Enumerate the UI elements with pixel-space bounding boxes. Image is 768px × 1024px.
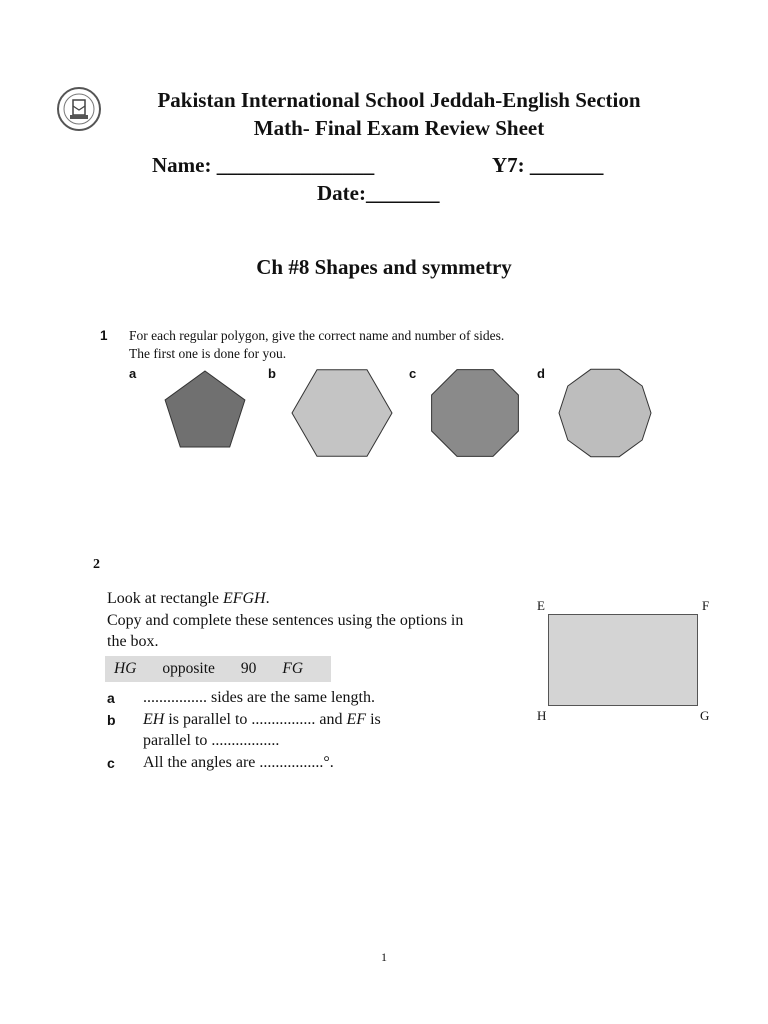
polygon-figures: [150, 368, 670, 460]
decagon-shape: [559, 369, 651, 456]
q2-intro-line3: the box.: [107, 633, 159, 650]
page-number: 1: [381, 950, 387, 964]
q2a-text: ................ sides are the same length.: [143, 689, 375, 706]
q2c-text: All the angles are ................°.: [143, 754, 334, 771]
option-hg: HG: [114, 660, 137, 677]
option-90: 90: [240, 660, 257, 677]
name-field[interactable]: Name: _______________: [152, 153, 375, 177]
vertex-label-e: E: [537, 598, 545, 613]
q2-number: 2: [93, 557, 100, 572]
q1-instruction-2: The first one is done for you.: [129, 346, 287, 361]
sheet-title: Math- Final Exam Review Sheet: [253, 116, 545, 140]
octagon-shape: [432, 370, 519, 457]
q1-number: 1: [100, 328, 108, 343]
q2c-label: c: [107, 755, 115, 771]
q2b-text: EH is parallel to ................ and EF is: [143, 711, 381, 728]
q2b-text-line2: parallel to .................: [143, 732, 280, 749]
option-opposite: opposite: [162, 660, 215, 677]
rectangle-efgh: [548, 614, 698, 706]
q1-instruction-1: For each regular polygon, give the correct name and number of sides.: [129, 328, 505, 343]
q1-label-a: a: [129, 366, 137, 381]
q2b-label: b: [107, 712, 116, 728]
q2a-label: a: [107, 690, 115, 706]
chapter-heading: Ch #8 Shapes and symmetry: [256, 255, 512, 279]
q1-label-c: c: [409, 366, 417, 381]
date-field[interactable]: Date:_______: [317, 181, 440, 205]
options-box: [105, 656, 331, 682]
hexagon-shape: [292, 370, 392, 457]
q1-label-d: d: [537, 366, 545, 381]
q2-intro-line1: Look at rectangle EFGH.: [107, 590, 270, 607]
vertex-label-f: F: [702, 598, 710, 613]
q2-intro-line2: Copy and complete these sentences using the options in: [107, 612, 464, 629]
option-fg: FG: [282, 660, 304, 677]
pentagon-shape: [165, 371, 245, 447]
q1-label-b: b: [268, 366, 276, 381]
vertex-label-g: G: [700, 708, 710, 723]
vertex-label-h: H: [537, 708, 547, 723]
school-title: Pakistan International School Jeddah-English Section: [157, 88, 641, 112]
year-field[interactable]: Y7: _______: [492, 153, 604, 177]
